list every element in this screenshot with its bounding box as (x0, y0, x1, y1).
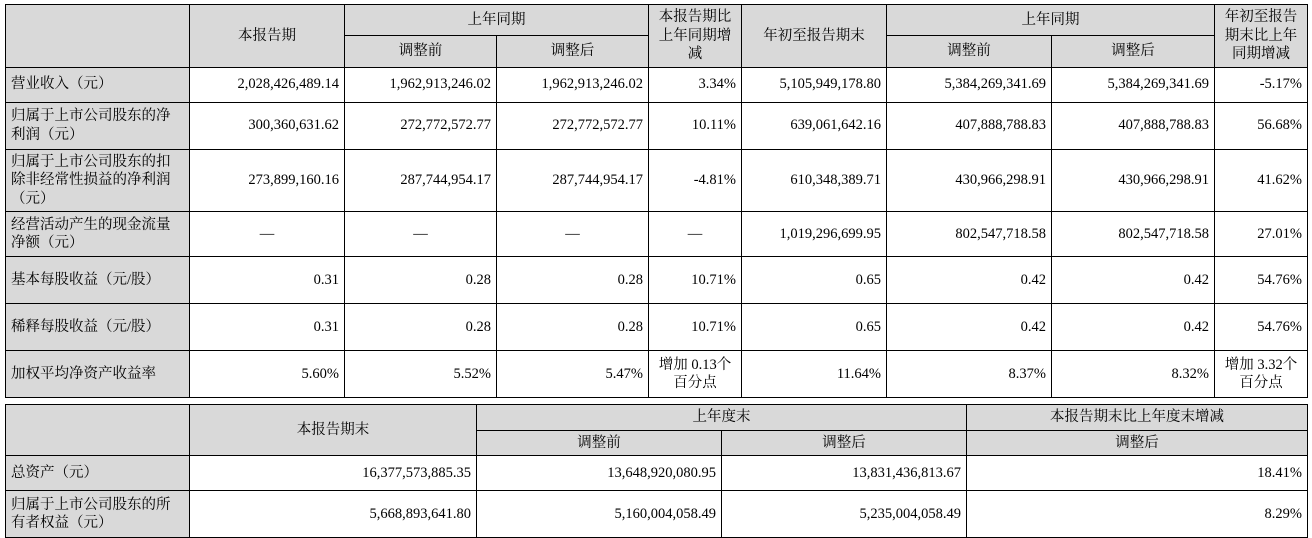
table-header-row-1 (6, 5, 1308, 36)
cell-ytd-prior-after: 0.42 (1052, 257, 1215, 304)
header-change-vs-prior: 本报告期比上年同期增减 (649, 5, 742, 68)
cell-ytd-change: 27.01% (1215, 212, 1308, 257)
cell-current: 0.31 (190, 257, 345, 304)
header2-period-end: 本报告期末 (190, 405, 477, 456)
cell-ytd-prior-after: 0.42 (1052, 304, 1215, 351)
row-label: 归属于上市公司股东的所有者权益（元） (6, 491, 190, 538)
cell-ytd: 5,105,949,178.80 (742, 67, 887, 102)
cell-ytd: 1,019,296,699.95 (742, 212, 887, 257)
cell-prior-before: — (345, 212, 497, 257)
cell-prior-after: 5,235,004,058.49 (722, 491, 967, 538)
row-label: 总资产（元） (6, 456, 190, 491)
cell-prior-before: 5.52% (345, 351, 497, 398)
header2-before-adjust: 调整前 (477, 430, 722, 456)
cell-prior-before: 1,962,913,246.02 (345, 67, 497, 102)
header-prior-same-period: 上年同期 (345, 5, 649, 36)
header2-prior-year-end: 上年度末 (477, 405, 967, 431)
cell-prior-before: 0.28 (345, 304, 497, 351)
header-corner-blank (6, 5, 190, 68)
cell-change: 10.71% (649, 304, 742, 351)
cell-current: — (190, 212, 345, 257)
cell-change: 10.11% (649, 102, 742, 149)
cell-period-end: 16,377,573,885.35 (190, 456, 477, 491)
cell-prior-after: 0.28 (497, 304, 649, 351)
cell-ytd-prior-after: 430,966,298.91 (1052, 149, 1215, 212)
cell-prior-after: 0.28 (497, 257, 649, 304)
table-row (6, 149, 1308, 212)
row-label: 稀释每股收益（元/股） (6, 304, 190, 351)
cell-current: 273,899,160.16 (190, 149, 345, 212)
header2-change: 本报告期末比上年度末增减 (967, 405, 1308, 431)
row-label: 经营活动产生的现金流量净额（元） (6, 212, 190, 257)
header-change-ytd: 年初至报告期末比上年同期增减 (1215, 5, 1308, 68)
cell-prior-after: 13,831,436,813.67 (722, 456, 967, 491)
header2-change-after-adjust: 调整后 (967, 430, 1308, 456)
cell-current: 300,360,631.62 (190, 102, 345, 149)
cell-change: 8.29% (967, 491, 1308, 538)
financial-summary-sheet (0, 4, 1312, 535)
row-label: 归属于上市公司股东的扣除非经常性损益的净利润（元） (6, 149, 190, 212)
cell-prior-after: — (497, 212, 649, 257)
cell-period-end: 5,668,893,641.80 (190, 491, 477, 538)
quarterly-results-table (5, 4, 1308, 398)
header-ytd: 年初至报告期末 (742, 5, 887, 68)
table-row (6, 304, 1308, 351)
cell-prior-after: 287,744,954.17 (497, 149, 649, 212)
cell-ytd-prior-after: 8.32% (1052, 351, 1215, 398)
cell-prior-before: 0.28 (345, 257, 497, 304)
header-prior-same-period-2: 上年同期 (887, 5, 1215, 36)
table2-header-row-1 (6, 405, 1308, 431)
table-row (6, 67, 1308, 102)
header-before-adjust-2: 调整前 (887, 36, 1052, 67)
table-row (6, 257, 1308, 304)
cell-prior-before: 287,744,954.17 (345, 149, 497, 212)
cell-change: 10.71% (649, 257, 742, 304)
header2-after-adjust: 调整后 (722, 430, 967, 456)
cell-current: 5.60% (190, 351, 345, 398)
cell-ytd-prior-before: 8.37% (887, 351, 1052, 398)
cell-ytd-change: 54.76% (1215, 257, 1308, 304)
cell-prior-after: 5.47% (497, 351, 649, 398)
cell-ytd-prior-after: 802,547,718.58 (1052, 212, 1215, 257)
row-label: 营业收入（元） (6, 67, 190, 102)
cell-ytd: 610,348,389.71 (742, 149, 887, 212)
table-row (6, 456, 1308, 491)
header2-corner-blank (6, 405, 190, 456)
table-row (6, 102, 1308, 149)
cell-ytd: 11.64% (742, 351, 887, 398)
cell-ytd: 0.65 (742, 257, 887, 304)
cell-ytd-change: 增加 3.32个百分点 (1215, 351, 1308, 398)
cell-ytd-prior-before: 407,888,788.83 (887, 102, 1052, 149)
cell-change: 18.41% (967, 456, 1308, 491)
cell-ytd-prior-after: 5,384,269,341.69 (1052, 67, 1215, 102)
cell-prior-after: 1,962,913,246.02 (497, 67, 649, 102)
cell-prior-before: 272,772,572.77 (345, 102, 497, 149)
cell-ytd-prior-before: 5,384,269,341.69 (887, 67, 1052, 102)
cell-change: — (649, 212, 742, 257)
row-label: 基本每股收益（元/股） (6, 257, 190, 304)
header-before-adjust: 调整前 (345, 36, 497, 67)
table-row (6, 212, 1308, 257)
cell-prior-before: 13,648,920,080.95 (477, 456, 722, 491)
cell-change: 3.34% (649, 67, 742, 102)
cell-ytd-prior-before: 430,966,298.91 (887, 149, 1052, 212)
cell-ytd-change: 54.76% (1215, 304, 1308, 351)
cell-ytd-prior-before: 802,547,718.58 (887, 212, 1052, 257)
cell-ytd-change: 41.62% (1215, 149, 1308, 212)
cell-change: 增加 0.13个百分点 (649, 351, 742, 398)
header-after-adjust-2: 调整后 (1052, 36, 1215, 67)
cell-ytd-change: 56.68% (1215, 102, 1308, 149)
cell-ytd-prior-before: 0.42 (887, 304, 1052, 351)
cell-ytd: 639,061,642.16 (742, 102, 887, 149)
row-label: 归属于上市公司股东的净利润（元） (6, 102, 190, 149)
cell-prior-before: 5,160,004,058.49 (477, 491, 722, 538)
cell-ytd-prior-before: 0.42 (887, 257, 1052, 304)
row-label: 加权平均净资产收益率 (6, 351, 190, 398)
cell-ytd-prior-after: 407,888,788.83 (1052, 102, 1215, 149)
cell-prior-after: 272,772,572.77 (497, 102, 649, 149)
cell-change: -4.81% (649, 149, 742, 212)
header-after-adjust: 调整后 (497, 36, 649, 67)
header-current-period: 本报告期 (190, 5, 345, 68)
table-row (6, 351, 1308, 398)
balance-sheet-summary-table (5, 404, 1308, 538)
cell-ytd: 0.65 (742, 304, 887, 351)
cell-ytd-change: -5.17% (1215, 67, 1308, 102)
cell-current: 0.31 (190, 304, 345, 351)
cell-current: 2,028,426,489.14 (190, 67, 345, 102)
